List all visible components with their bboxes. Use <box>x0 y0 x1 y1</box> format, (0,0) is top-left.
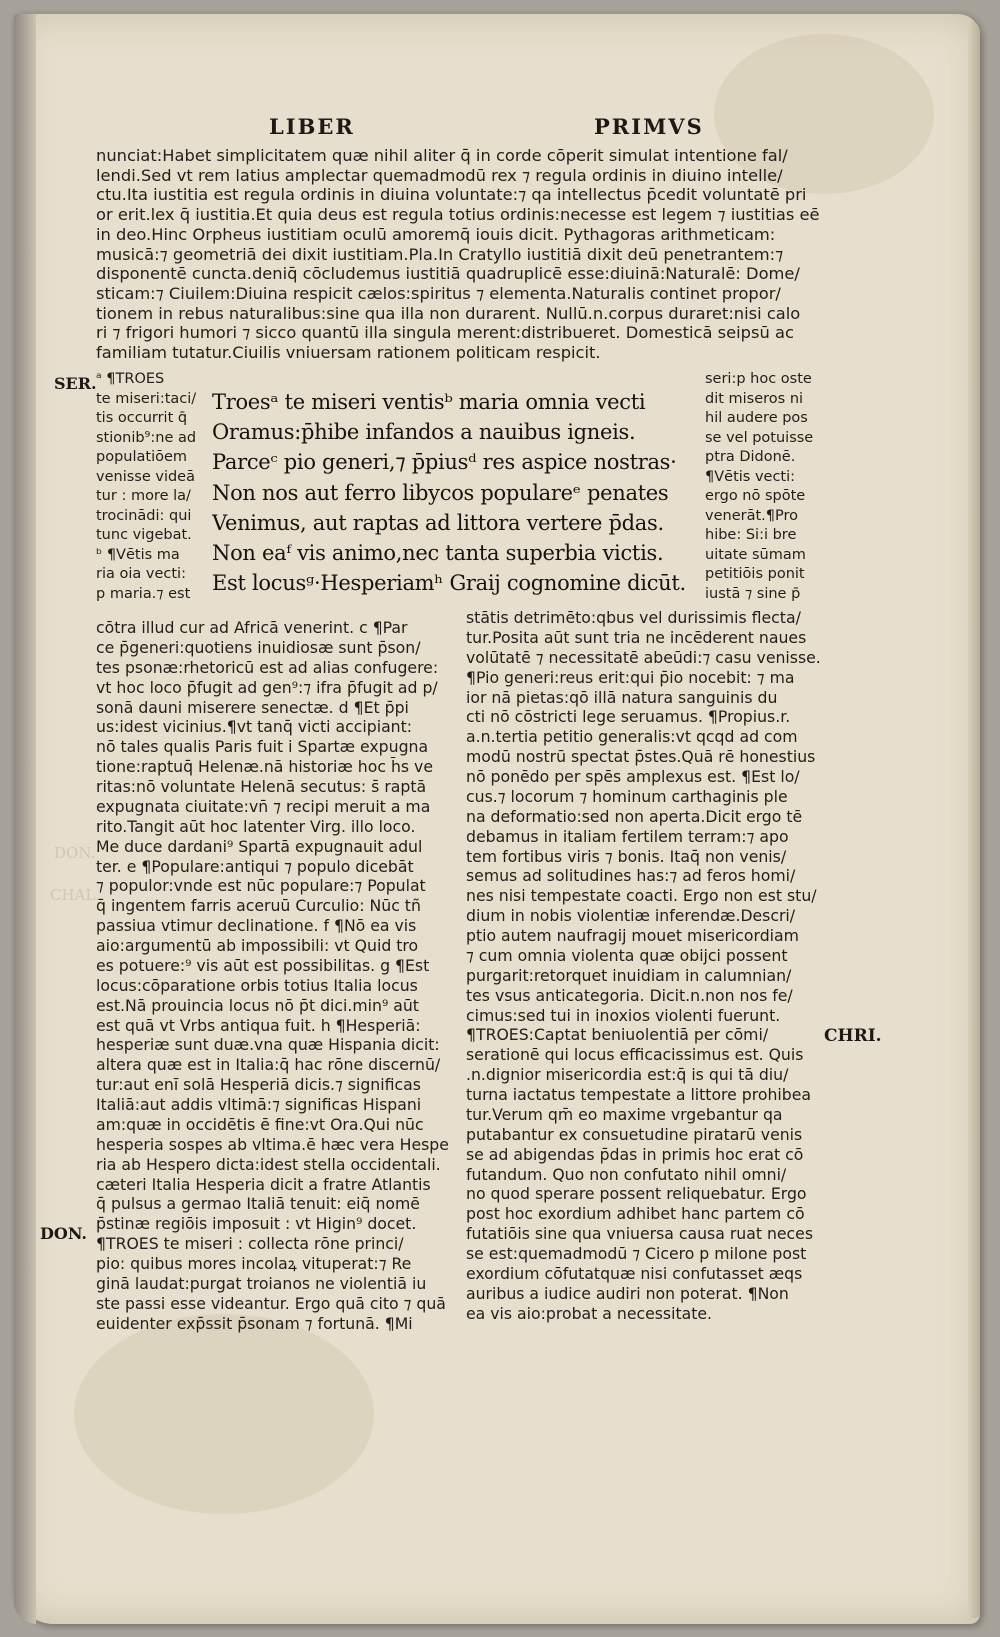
text-line: expugnata ciuitate:vn̄ ⁊ recipi meruit a ma <box>96 796 431 816</box>
text-line: trocinādi: qui <box>96 507 192 524</box>
text-line: ¶Pio generi:reus erit:qui p̄io nocebit: ⁊ ma <box>466 667 795 687</box>
commentary-top-block <box>96 146 826 363</box>
text-line: musicā:⁊ geometriā dei dixit iustitiam.Pla.In Cratyllo iustitiā dixit deū penetrantem:⁊ <box>96 244 784 264</box>
text-line: petitiōis ponit <box>705 566 805 582</box>
text-line: p maria.⁊ est <box>96 585 191 602</box>
text-line: vt hoc loco p̄fugit ad gen⁹:⁊ ifra p̄fugit ad p/ <box>96 677 438 697</box>
text-line: ⁊ cum omnia violenta quæ obijci possent <box>466 945 788 965</box>
text-line: ᵇ ¶Vētis ma <box>96 546 180 563</box>
verse-line: Parceᶜ pio generi,⁊ p̄piusᵈ res aspice nostras· <box>212 450 677 475</box>
verse-line: Est locusᵍ·Hesperiamʰ Graij cognomine dicūt. <box>212 571 686 596</box>
text-line: ste passi esse videantur. Ergo quā cito ⁊ quā <box>96 1293 446 1313</box>
text-line: tur:aut enī solā Hesperiā dicis.⁊ significas <box>96 1075 421 1095</box>
commentary-column-right <box>466 608 824 1324</box>
page-edge <box>968 20 980 1618</box>
text-line: ptio autem naufragij mouet misericordiam <box>466 926 799 945</box>
text-line: dit miseros ni <box>705 390 804 407</box>
text-line: debamus in italiam fertilem terram:⁊ apo <box>466 826 789 846</box>
text-line: volūtatē ⁊ necessitatē abeūdi:⁊ casu venisse. <box>466 647 821 667</box>
text-line: p̄stinæ regiōis imposuit : vt Higin⁹ docet. <box>96 1214 417 1234</box>
text-line: est quā vt Vrbs antiqua fuit. h ¶Hesperiā: <box>96 1015 421 1035</box>
text-line: pio: quibus mores incolaꝝ vituperat:⁊ Re <box>96 1254 412 1273</box>
text-line: post hoc exordium adhibet hanc partem cō <box>466 1204 805 1224</box>
verse-line: Non nos aut ferro libycos populareᵉ penates <box>212 480 669 505</box>
text-line: hesperia sospes ab vltima.ē hæc vera Hespe <box>96 1134 449 1154</box>
margin-note-chri: CHRI. <box>824 1026 882 1046</box>
text-line: tunc vigebat. <box>96 527 192 543</box>
text-line: in deo.Hinc Orpheus iustitiam oculū amoremq̄ iouis dicit. Pythagoras arithmeticam: <box>96 224 776 244</box>
text-line: ginā laudat:purgat troianos ne violentiā iu <box>96 1273 427 1293</box>
book-page <box>14 14 980 1624</box>
text-line: ria oia vecti: <box>96 566 186 582</box>
text-line: cus.⁊ locorum ⁊ hominum carthaginis ple <box>466 786 788 806</box>
text-line: purgarit:retorquet inuidiam in calumnian/ <box>466 965 792 985</box>
text-line: tis occurrit q̄ <box>96 410 188 426</box>
text-line: hibe: Si:i bre <box>705 527 797 543</box>
text-line: venerāt.¶Pro <box>705 507 798 524</box>
paper-stain <box>74 1314 374 1514</box>
text-line: disponentē cuncta.deniq̄ cōcludemus iustitiā quadruplicē esse:diuinā:Naturalē: Dome/ <box>96 264 800 284</box>
text-line: ᵃ ¶TROES <box>96 371 165 387</box>
text-line: cōtra illud cur ad Africā venerint. c ¶Par <box>96 618 408 637</box>
verse-line: Venimus, aut raptas ad littora vertere p̄das. <box>212 510 664 535</box>
text-line: ptra Didonē. <box>705 449 796 465</box>
text-line: q̄ ingentem farris aceruū Curculio: Nūc tñ <box>96 896 421 916</box>
text-line: est.Nā prouincia locus nō p̄t dici.min⁹ aūt <box>96 995 419 1015</box>
text-line: ce p̄generi:quotiens inuidiosæ sunt p̄son/ <box>96 637 421 657</box>
text-line: tione:raptuq̄ Helenæ.nā historiæ hoc h̄s ve <box>96 757 433 777</box>
text-line: .n.dignior misericordia est:q̄ is qui tā diu/ <box>466 1065 789 1085</box>
text-line: tur : more la/ <box>96 488 191 504</box>
running-head-left: LIBER <box>269 114 355 139</box>
commentary-right-gloss <box>705 370 825 604</box>
margin-note-ser: SER. <box>54 374 97 393</box>
text-line: turna iactatus tempestate a littore prohibea <box>466 1085 811 1104</box>
text-line: ea vis aio:probat a necessitate. <box>466 1303 713 1323</box>
text-line: te miseri:taci/ <box>96 390 197 407</box>
text-line: ergo nō spōte <box>705 488 806 504</box>
text-line: futandum. Quo non confutato nihil omni/ <box>466 1164 787 1184</box>
text-line: es potuere:⁹ vis aūt est possibilitas. g ¶Est <box>96 955 430 975</box>
text-line: no quod sperare possent reliquebatur. Ergo <box>466 1184 807 1204</box>
text-line: ria ab Hespero dicta:idest stella occidentali. <box>96 1154 441 1174</box>
text-line: rito.Tangit aūt hoc latenter Virg. illo loco. <box>96 816 416 836</box>
text-line: euidenter exp̄ssit p̄sonam ⁊ fortunā. ¶Mi <box>96 1313 413 1333</box>
text-line: nunciat:Habet simplicitatem quæ nihil aliter q̄ in corde cōperit simulat intentione fal/ <box>96 146 788 165</box>
text-line: modū nostrū spectat p̄stes.Quā rē honestius <box>466 747 816 767</box>
text-line: uitate sūmam <box>705 546 806 563</box>
text-line: se vel potuisse <box>705 429 814 446</box>
text-line: us:idest vicinius.¶vt tanq̄ victi accipiant: <box>96 717 413 737</box>
commentary-column-left <box>96 618 451 1334</box>
text-line: cti nō cōstricti lege seruamus. ¶Propius.r. <box>466 707 791 727</box>
text-line: auribus a iudice audiri non poterat. ¶Non <box>466 1283 789 1303</box>
text-line: semus ad solitudines has:⁊ ad feros homi/ <box>466 866 796 886</box>
text-line: tes psonæ:rhetoricū est ad alias confugere: <box>96 657 439 677</box>
text-line: tes vsus anticategoria. Dicit.n.non nos fe/ <box>466 985 793 1005</box>
text-line: serationē qui locus efficacissimus est. Quis <box>466 1045 804 1065</box>
text-line: aio:argumentū ab impossibili: vt Quid tro <box>96 936 419 955</box>
text-line: Me duce dardani⁹ Spartā expugnauit adul <box>96 836 423 856</box>
text-line: venisse videā <box>96 468 195 485</box>
text-line: passiua vtimur declinatione. f ¶Nō ea vis <box>96 916 417 936</box>
text-line: populatiōem <box>96 449 188 465</box>
verse-text <box>212 387 690 598</box>
text-line: seri:p hoc oste <box>705 371 812 387</box>
text-line: q̄ pulsus a germao Italiā tenuit: eiq̄ nomē <box>96 1194 420 1214</box>
text-line: se est:quemadmodū ⁊ Cicero p milone post <box>466 1244 807 1263</box>
text-line: am:quæ in occidētis ē fine:vt Ora.Qui nūc <box>96 1114 424 1134</box>
verse-line: Troesᵃ te miseri ventisᵇ maria omnia vecti <box>212 390 646 414</box>
text-line: ritas:nō voluntate Helenā secutus: s̄ raptā <box>96 777 427 796</box>
verse-line: Oramus:p̄hibe infandos a nauibus igneis. <box>212 420 636 445</box>
text-line: futatiōis sine qua vniuersa causa ruat neces <box>466 1224 814 1244</box>
text-line: or erit.lex q̄ iustitia.Et quia deus est regula totius ordinis:necesse est legem ⁊ iustitias eē <box>96 205 820 225</box>
text-line: nō ponēdo per spēs amplexus est. ¶Est lo/ <box>466 767 800 786</box>
text-line: ⁊ populor:vnde est nūc populare:⁊ Populat <box>96 876 426 896</box>
commentary-left-gloss <box>96 370 206 604</box>
text-line: tem fortibus viris ⁊ bonis. Itaq̄ non venis/ <box>466 846 787 866</box>
text-line: altera quæ est in Italia:q̄ hac rōne discernū/ <box>96 1055 441 1075</box>
text-line: ¶Vētis vecti: <box>705 468 796 485</box>
text-line: ctu.Ita iustitia est regula ordinis in diuina voluntate:⁊ qa intellectus p̄cedit voluntatē pri <box>96 185 807 205</box>
text-line: stātis detrimēto:qbus vel durissimis flecta/ <box>466 608 801 627</box>
text-line: ior nā pietas:qō illā natura sanguinis du <box>466 687 778 707</box>
text-line: stionib⁹:ne ad <box>96 429 197 446</box>
text-line: sonā dauni miserere senectæ. d ¶Et p̄pi <box>96 697 409 717</box>
text-line: exordium cōfutatquæ nisi confutasset æqs <box>466 1263 803 1283</box>
text-line: lendi.Sed vt rem latius amplectar quemadmodū rex ⁊ regula ordinis in diuino intelle/ <box>96 165 783 185</box>
binding-gutter <box>14 14 36 1624</box>
bleed-through-note: DON. <box>54 844 96 862</box>
text-line: nes nisi tempestate coacti. Ergo non est stu/ <box>466 886 817 906</box>
text-line: familiam tutatur.Ciuilis vniuersam rationem politicam respicit. <box>96 343 601 363</box>
text-line: ter. e ¶Populare:antiqui ⁊ populo dicebāt <box>96 856 414 876</box>
text-line: nō tales qualis Paris fuit i Spartæ expugna <box>96 737 429 757</box>
text-line: tur.Verum qm̄ eo maxime vrgebantur qa <box>466 1104 783 1124</box>
text-line: ri ⁊ frigori humori ⁊ sicco quantū illa singula merent:distribueret. Domesticā seipsū ac <box>96 323 794 343</box>
verse-line: Non eaᶠ vis animo,nec tanta superbia victis. <box>212 541 664 566</box>
text-line: Italiā:aut addis vltimā:⁊ significas Hispani <box>96 1095 422 1114</box>
text-line: se ad abigendas p̄das in primis hoc erat cō <box>466 1144 804 1164</box>
text-line: ¶TROES:Captat beniuolentiā per cōmi/ <box>466 1025 769 1045</box>
text-line: dium in nobis violentiæ inferendæ.Descri/ <box>466 906 796 926</box>
text-line: cæteri Italia Hesperia dicit a fratre Atlantis <box>96 1174 431 1194</box>
text-line: hil audere pos <box>705 410 808 426</box>
margin-note-don: DON. <box>40 1224 87 1243</box>
text-line: ¶TROES te miseri : collecta rōne princi/ <box>96 1234 404 1254</box>
text-line: iustā ⁊ sine p̄ <box>705 585 801 602</box>
text-line: locus:cōparatione orbis totius Italia locus <box>96 975 418 995</box>
text-line: putabantur ex consuetudine piratarū venis <box>466 1124 803 1144</box>
text-line: a.n.tertia petitio generalis:vt qcqd ad com <box>466 727 798 747</box>
text-line: tionem in rebus naturalibus:sine qua illa non durarent. Nullū.n.corpus duraret:nisi calo <box>96 303 801 323</box>
text-line: sticam:⁊ Ciuilem:Diuina respicit cælos:spiritus ⁊ elementa.Naturalis continet propor/ <box>96 283 781 303</box>
running-head-right: PRIMVS <box>594 114 704 139</box>
bleed-through-note: CHAL. <box>50 886 101 904</box>
text-line: hesperiæ sunt duæ.vna quæ Hispania dicit: <box>96 1035 440 1055</box>
text-line: cimus:sed tui in inoxios violenti fuerunt. <box>466 1005 781 1025</box>
text-line: na deformatio:sed non aperta.Dicit ergo tē <box>466 806 803 826</box>
text-line: tur.Posita aūt sunt tria ne incēderent naues <box>466 627 807 647</box>
